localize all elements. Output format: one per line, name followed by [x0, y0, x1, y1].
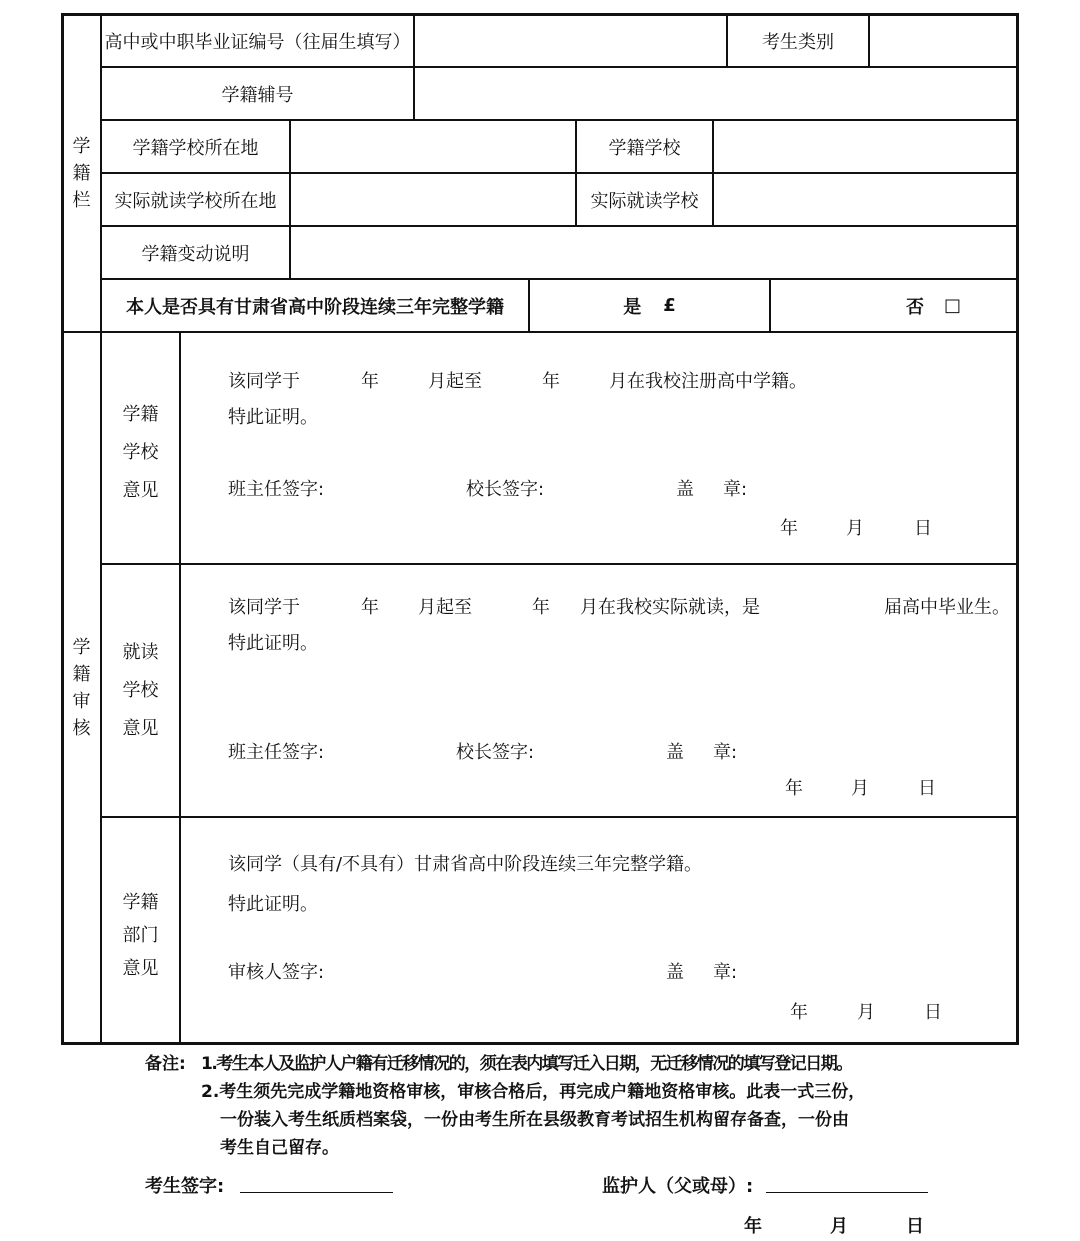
attending-line1-mid: 月在我校实际就读，是 [580, 597, 760, 618]
note-2-line3: 考生自己留存。 [220, 1138, 339, 1158]
dept-date-year: 年 [790, 1002, 808, 1023]
label-line: 就读 [122, 641, 159, 663]
school-teacher-sign: 班主任签字: [228, 479, 325, 500]
opinion-divider [100, 816, 1019, 818]
school-line1-year2: 年 [542, 371, 560, 392]
aux-number-label: 学籍辅号 [221, 84, 294, 106]
school-opinion-label [102, 395, 179, 510]
dept-date-month: 月 [857, 1002, 875, 1023]
dept-opinion-label [102, 885, 179, 985]
label-line: 学籍 [122, 403, 159, 425]
school-principal-sign: 校长签字: [466, 479, 545, 500]
continuous-question: 本人是否具有甘肃省高中阶段连续三年完整学籍 [126, 296, 504, 318]
opinion-divider [100, 563, 1019, 565]
no-option[interactable] [771, 280, 1016, 331]
actual-school-label: 实际就读学校 [590, 190, 699, 212]
attending-line1-year2: 年 [532, 597, 550, 618]
change-note-field[interactable] [291, 227, 1016, 278]
dept-seal-b: 章: [713, 962, 738, 983]
candidate-type-field[interactable] [870, 15, 1016, 66]
school-seal-b: 章: [723, 479, 748, 500]
opinion-label-divider [179, 331, 181, 1045]
label-line: 意见 [122, 479, 159, 501]
side-label-char: 学 [72, 135, 91, 157]
note-2-line2: 一份装入考生纸质档案袋，一份由考生所在县级教育考试招生机构留存备查，一份由 [220, 1110, 849, 1130]
school-line1-year: 年 [361, 371, 379, 392]
school-field[interactable] [714, 121, 1016, 172]
review-side-label [63, 333, 100, 1042]
label-line: 学籍 [122, 891, 159, 913]
attending-seal-b: 章: [713, 742, 738, 763]
no-label: 否 [905, 296, 924, 318]
school-seal-a: 盖 [676, 479, 694, 500]
label-line: 部门 [122, 924, 159, 946]
attending-date-year: 年 [785, 778, 803, 799]
actual-school-field[interactable] [714, 174, 1016, 225]
side-label-char: 籍 [72, 162, 91, 184]
sign-date-year: 年 [744, 1216, 762, 1237]
notes-prefix: 备注: [145, 1054, 186, 1074]
school-date-month: 月 [846, 518, 864, 539]
attending-line1-year: 年 [361, 597, 379, 618]
attending-date-month: 月 [851, 778, 869, 799]
dept-certify: 特此证明。 [228, 894, 318, 915]
school-certify: 特此证明。 [228, 407, 318, 428]
side-label-char: 学 [72, 636, 91, 658]
school-line1-a: 该同学于 [228, 371, 300, 392]
attending-teacher-sign: 班主任签字: [228, 742, 325, 763]
school-location-label: 学籍学校所在地 [132, 137, 259, 159]
candidate-sign-label: 考生签字: [145, 1176, 225, 1197]
candidate-sign-line[interactable] [240, 1192, 393, 1193]
side-label-char: 栏 [72, 189, 91, 211]
change-note-label: 学籍变动说明 [141, 243, 250, 265]
grad-cert-label: 高中或中职毕业证编号（往届生填写） [104, 31, 411, 53]
attending-certify: 特此证明。 [228, 633, 318, 654]
actual-location-field[interactable] [291, 174, 575, 225]
school-location-field[interactable] [291, 121, 575, 172]
side-label-char: 籍 [72, 663, 91, 685]
no-checkbox[interactable]: □ [943, 295, 961, 316]
school-line1-tail: 月在我校注册高中学籍。 [609, 371, 807, 392]
dept-date-day: 日 [924, 1002, 942, 1023]
side-label-char: 审 [72, 690, 91, 712]
grad-cert-field[interactable] [415, 15, 726, 66]
attending-line1-tail: 届高中毕业生。 [884, 597, 1010, 618]
note-1: 1.考生本人及监护人户籍有迁移情况的，须在表内填写迁入日期，无迁移情况的填写登记日期。 [201, 1054, 852, 1074]
label-line: 意见 [122, 957, 159, 979]
registry-side-label [63, 15, 100, 331]
note-2-line1: 2.考生须先完成学籍地资格审核，审核合格后，再完成户籍地资格审核。此表一式三份， [201, 1082, 866, 1102]
school-line1-month-from: 月起至 [428, 371, 482, 392]
attending-principal-sign: 校长签字: [456, 742, 535, 763]
school-date-day: 日 [914, 518, 932, 539]
yes-option[interactable] [530, 280, 769, 331]
aux-number-field[interactable] [415, 68, 1016, 119]
label-line: 学校 [122, 441, 159, 463]
attending-seal-a: 盖 [666, 742, 684, 763]
guardian-sign-line[interactable] [766, 1192, 928, 1193]
dept-seal-a: 盖 [666, 962, 684, 983]
yes-label: 是 [623, 296, 642, 318]
attending-opinion-label [102, 633, 179, 748]
sign-date-month: 月 [830, 1216, 848, 1237]
sign-date-day: 日 [906, 1216, 924, 1237]
label-line: 意见 [122, 717, 159, 739]
guardian-sign-label: 监护人（父或母）: [602, 1176, 754, 1197]
label-line: 学校 [122, 679, 159, 701]
school-date-year: 年 [780, 518, 798, 539]
dept-line1: 该同学（具有/不具有）甘肃省高中阶段连续三年完整学籍。 [228, 854, 703, 875]
school-label: 学籍学校 [608, 137, 681, 159]
attending-line1-a: 该同学于 [228, 597, 300, 618]
attending-date-day: 日 [918, 778, 936, 799]
candidate-type-label: 考生类别 [762, 31, 834, 53]
actual-location-label: 实际就读学校所在地 [114, 190, 277, 212]
side-label-char: 核 [72, 717, 91, 739]
yes-checkbox[interactable]: £ [663, 295, 676, 316]
section-divider [61, 331, 1019, 333]
dept-reviewer-sign: 审核人签字: [228, 962, 325, 983]
attending-line1-month-from: 月起至 [418, 597, 472, 618]
